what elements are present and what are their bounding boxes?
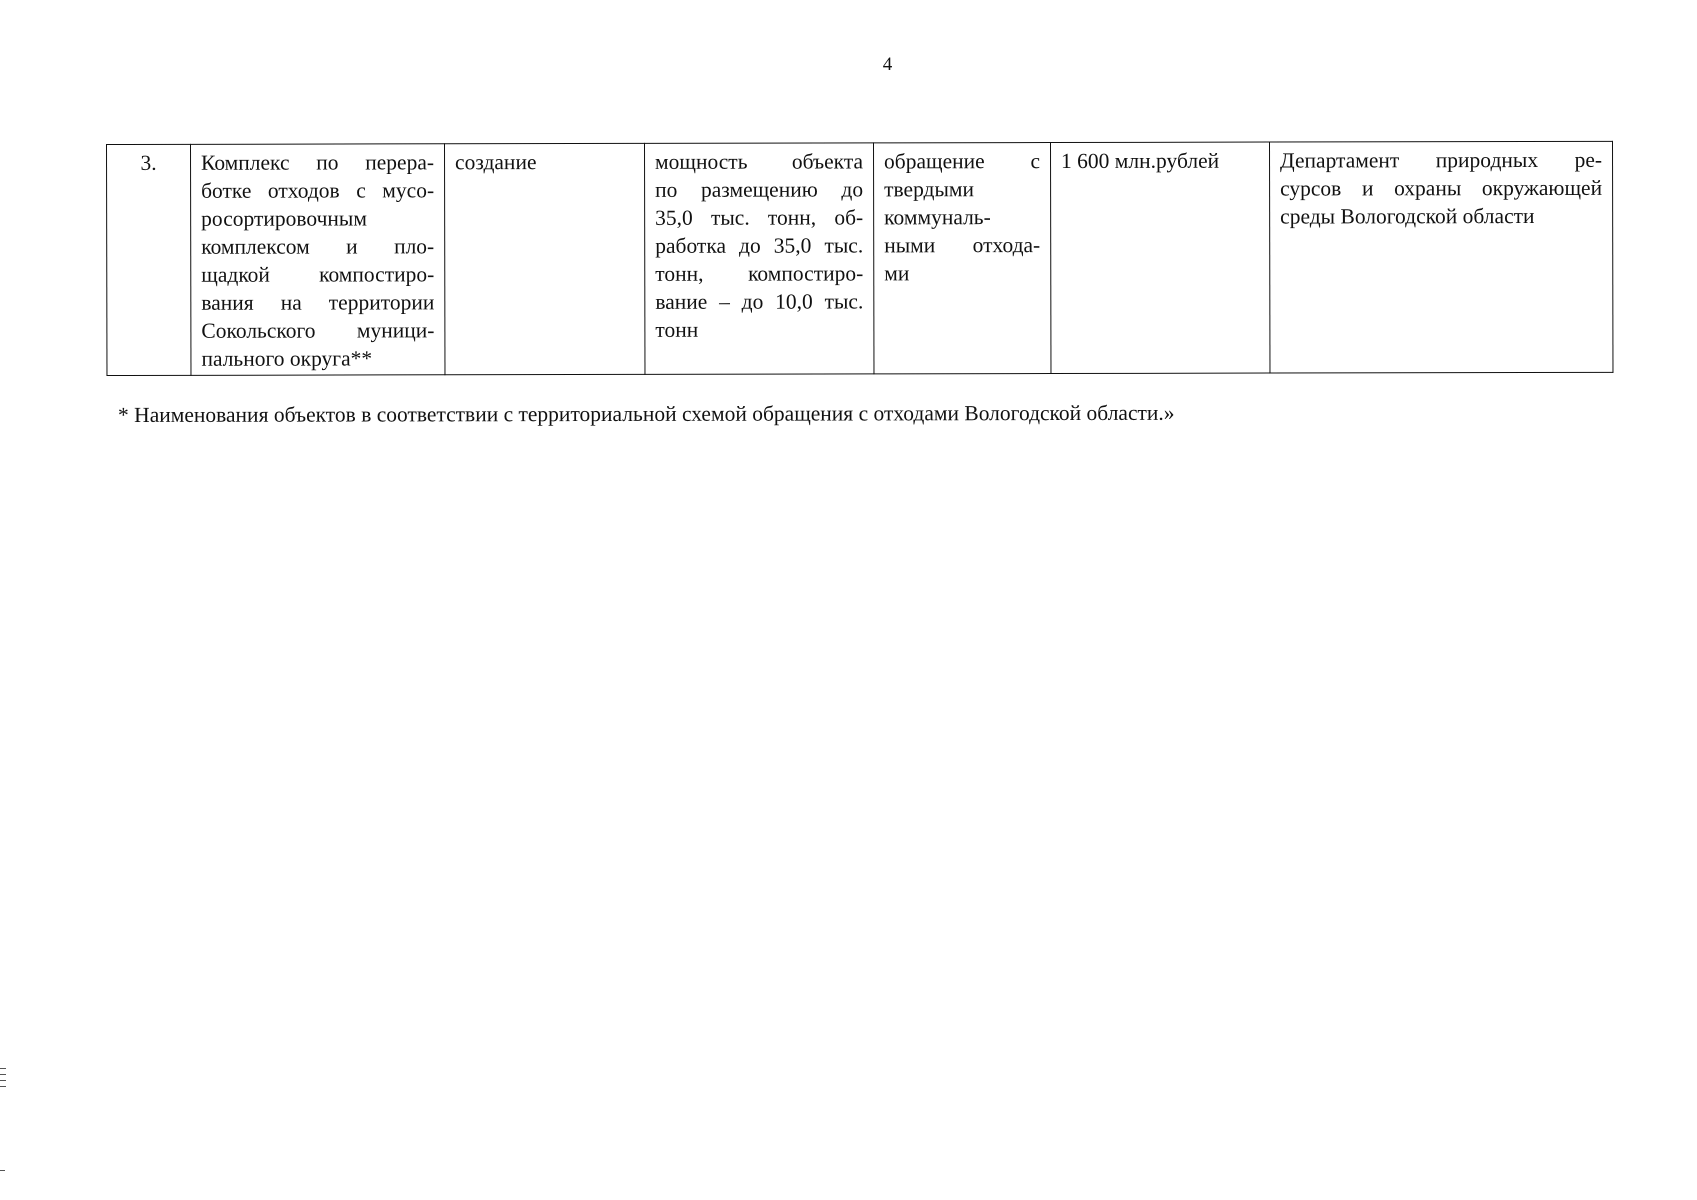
capacity-line: тонн: [655, 317, 699, 342]
page-number: 4: [882, 54, 893, 75]
scan-artifact: [0, 1080, 6, 1081]
scan-artifact: [0, 1068, 6, 1069]
object-name-line: пального округа**: [201, 346, 373, 371]
activity-line: ми: [884, 261, 910, 286]
capacity-line: работка до 35,0 тыс.: [655, 233, 864, 258]
activity-line: обращение с: [884, 149, 1041, 174]
activity-line: твердыми: [884, 177, 975, 202]
responsible-cell: [1269, 141, 1612, 373]
responsible-line: сурсов и охраны окружающей: [1280, 175, 1603, 201]
activity-line: коммуналь-: [884, 205, 991, 230]
table-row: [107, 141, 1613, 375]
scan-artifact: [0, 1074, 6, 1075]
object-name-line: росортировочным: [201, 206, 367, 231]
objects-table: [106, 141, 1613, 376]
object-name-line: Сокольского муници-: [201, 318, 435, 343]
capacity-line: мощность объекта: [655, 149, 864, 174]
capacity-line: по размещению до: [655, 177, 864, 202]
activity-line: ными отхода-: [884, 233, 1041, 258]
action-cell: создание: [445, 143, 645, 374]
object-name-line: комплексом и пло-: [201, 234, 435, 259]
object-name-line: вания на территории: [201, 290, 435, 315]
object-name-line: ботке отходов с мусо-: [201, 178, 435, 203]
footnote: * Наименования объектов в соответствии с территориальной схемой обращения с отходами Вологодской области.»: [118, 400, 1175, 427]
row-number-cell: 3.: [107, 144, 191, 375]
scan-artifact: [0, 1086, 6, 1087]
object-name-line: Комплекс по перера-: [201, 150, 435, 175]
responsible-line: среды Вологодской области: [1280, 204, 1535, 229]
activity-cell: [873, 143, 1050, 374]
capacity-line: 35,0 тыс. тонн, об-: [655, 205, 864, 230]
capacity-line: вание – до 10,0 тыс.: [655, 289, 864, 314]
cost-cell: 1 600 млн.рублей: [1050, 142, 1269, 373]
scan-artifact: [0, 1170, 5, 1171]
capacity-line: тонн, компостиро-: [655, 261, 864, 286]
responsible-line: Департамент природных ре-: [1280, 147, 1603, 173]
object-name-line: щадкой компостиро-: [201, 262, 435, 287]
object-name-cell: [191, 144, 445, 376]
capacity-cell: [644, 143, 873, 374]
